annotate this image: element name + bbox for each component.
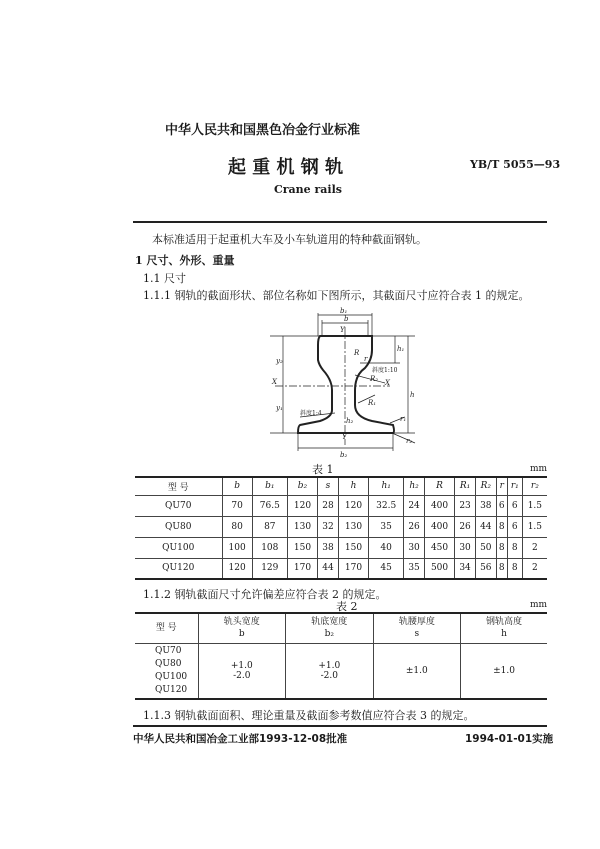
header-cell: R₁ [455, 477, 476, 495]
header-cell: h [338, 477, 368, 495]
table2-unit: mm [530, 600, 548, 610]
header-cell [198, 613, 286, 643]
header-cell: R₂ [475, 477, 496, 495]
table-row [135, 558, 547, 579]
english-title: Crane rails [274, 183, 342, 196]
header-cell: r [496, 477, 507, 495]
value-cell: 1.5 [522, 516, 547, 537]
s-tolerance: ±1.0 [373, 643, 461, 699]
table-header-row [135, 477, 547, 495]
value-cell: 2 [522, 558, 547, 579]
model: QU70 [155, 645, 182, 656]
table2-caption: 表 2 [336, 600, 358, 613]
value-cell: 26 [455, 516, 476, 537]
value-cell: 120 [338, 495, 368, 516]
value-cell: 150 [287, 537, 317, 558]
h-tolerance: ±1.0 [461, 643, 547, 699]
value-cell: 8 [507, 558, 522, 579]
header-cell: b [222, 477, 252, 495]
header-symbol: b [238, 629, 245, 640]
value-cell: 40 [369, 537, 404, 558]
header-cell: r₂ [522, 477, 547, 495]
header-cell: r₁ [507, 477, 522, 495]
value-cell: 8 [496, 558, 507, 579]
header-symbol: s [414, 629, 420, 640]
model-cell: QU80 [135, 516, 222, 537]
label-slope-1-4: 斜度1:4 [300, 410, 322, 417]
label-y-bottom: Y [342, 433, 347, 441]
scope-text: 本标准适用于起重机大车及小车轨道用的特种截面钢轨。 [152, 233, 427, 246]
model: QU120 [155, 684, 188, 695]
upper-tol: +1.0 [318, 660, 341, 671]
header-cell: h₁ [369, 477, 404, 495]
footer-rule [133, 725, 547, 727]
header-label: 轨底宽度 [311, 617, 348, 628]
value-cell: 23 [455, 495, 476, 516]
value-cell: 45 [369, 558, 404, 579]
section-1: 1 尺寸、外形、重量 [135, 254, 235, 267]
section-1-1-2: 1.1.2 钢轨截面尺寸允许偏差应符合表 2 的规定。 [143, 588, 387, 601]
value-cell: 32.5 [369, 495, 404, 516]
header-cell: 型 号 [167, 482, 189, 493]
value-cell: 130 [338, 516, 368, 537]
issuer: 中华人民共和国黑色冶金行业标准 [165, 123, 361, 138]
label-R2: R₂ [370, 375, 379, 383]
value-cell: 50 [475, 537, 496, 558]
table-1 [135, 476, 547, 580]
header-symbol: b₂ [324, 629, 334, 640]
label-h: h [410, 391, 415, 399]
value-cell: 129 [252, 558, 287, 579]
header-cell: s [318, 477, 339, 495]
value-cell: 44 [475, 516, 496, 537]
model-list [135, 643, 198, 699]
header-label: 型 号 [155, 623, 177, 634]
value-cell: 500 [424, 558, 454, 579]
value-cell: 35 [369, 516, 404, 537]
header-cell [461, 613, 547, 643]
b-tolerance [198, 643, 286, 699]
table-row [135, 643, 547, 699]
header-cell: b₂ [287, 477, 317, 495]
value-cell: 450 [424, 537, 454, 558]
table-row [135, 516, 547, 537]
value-cell: 8 [507, 537, 522, 558]
value-cell: 108 [252, 537, 287, 558]
label-r2: r₂ [406, 437, 413, 445]
header-symbol: h [501, 629, 507, 640]
label-r: r [364, 355, 368, 363]
model-cell: QU100 [135, 537, 222, 558]
value-cell: 6 [507, 516, 522, 537]
lower-tol: -2.0 [233, 670, 251, 681]
label-x-left: X [272, 378, 277, 386]
value-cell: 70 [222, 495, 252, 516]
header-label: 钢轨高度 [486, 617, 523, 628]
header-cell: b₁ [252, 477, 287, 495]
label-R1: R₁ [368, 399, 377, 407]
value-cell: 26 [404, 516, 425, 537]
value-cell: 34 [455, 558, 476, 579]
value-cell: 28 [318, 495, 339, 516]
value-cell: 120 [287, 495, 317, 516]
label-y2: y₂ [276, 357, 283, 365]
value-cell: 8 [496, 516, 507, 537]
value-cell: 400 [424, 495, 454, 516]
header-cell [286, 613, 374, 643]
value-cell: 44 [318, 558, 339, 579]
label-slope-1-10: 斜度1:10 [372, 367, 398, 374]
label-y-top: Y [340, 326, 345, 334]
model: QU100 [155, 671, 188, 682]
section-1-1: 1.1 尺寸 [143, 272, 186, 285]
label-h1: h₁ [397, 345, 405, 353]
label-R: R [354, 349, 360, 357]
label-b2: b₂ [340, 451, 348, 459]
header-rule [133, 221, 547, 223]
value-cell: 170 [338, 558, 368, 579]
header-cell [135, 613, 198, 643]
table-row [135, 537, 547, 558]
model-cell: QU70 [135, 495, 222, 516]
lower-tol: -2.0 [320, 670, 338, 681]
value-cell: 76.5 [252, 495, 287, 516]
model-cell: QU120 [135, 558, 222, 579]
value-cell: 120 [222, 558, 252, 579]
value-cell: 30 [404, 537, 425, 558]
section-1-1-1: 1.1.1 钢轨的截面形状、部位名称如下图所示，其截面尺寸应符合表 1 的规定。 [143, 289, 530, 302]
value-cell: 56 [475, 558, 496, 579]
value-cell: 32 [318, 516, 339, 537]
header-cell: h₂ [404, 477, 425, 495]
label-h2: h₂ [346, 417, 354, 425]
value-cell: 8 [496, 537, 507, 558]
value-cell: 80 [222, 516, 252, 537]
effective-date: 1994-01-01实施 [465, 733, 554, 745]
value-cell: 87 [252, 516, 287, 537]
value-cell: 6 [507, 495, 522, 516]
standard-code: YB/T 5055—93 [470, 158, 561, 171]
section-1-1-3: 1.1.3 钢轨截面面积、理论重量及截面参考数值应符合表 3 的规定。 [143, 709, 475, 722]
approval-text: 中华人民共和国冶金工业部1993-12-08批准 [133, 733, 348, 745]
value-cell: 2 [522, 537, 547, 558]
value-cell: 38 [318, 537, 339, 558]
table1-unit: mm [530, 464, 548, 474]
table-header-row [135, 613, 547, 643]
b2-tolerance [286, 643, 374, 699]
label-b1: b₁ [340, 307, 348, 315]
value-cell: 6 [496, 495, 507, 516]
model: QU80 [155, 658, 182, 669]
label-x-right: X [385, 379, 390, 387]
value-cell: 35 [404, 558, 425, 579]
header-label: 轨腰厚度 [398, 617, 435, 628]
rail-cross-section-figure [260, 305, 420, 460]
value-cell: 38 [475, 495, 496, 516]
value-cell: 130 [287, 516, 317, 537]
label-y1: y₁ [276, 404, 283, 412]
page-title: 起 重 机 钢 轨 [228, 157, 344, 178]
value-cell: 30 [455, 537, 476, 558]
value-cell: 1.5 [522, 495, 547, 516]
header-cell: R [424, 477, 454, 495]
table1-caption: 表 1 [312, 463, 334, 476]
table-row [135, 495, 547, 516]
label-b: b [344, 315, 349, 323]
header-label: 轨头宽度 [223, 617, 260, 628]
value-cell: 400 [424, 516, 454, 537]
header-cell [373, 613, 461, 643]
value-cell: 170 [287, 558, 317, 579]
value-cell: 150 [338, 537, 368, 558]
value-cell: 24 [404, 495, 425, 516]
label-r1: r₁ [400, 415, 407, 423]
table-2 [135, 612, 547, 700]
upper-tol: +1.0 [230, 660, 253, 671]
value-cell: 100 [222, 537, 252, 558]
